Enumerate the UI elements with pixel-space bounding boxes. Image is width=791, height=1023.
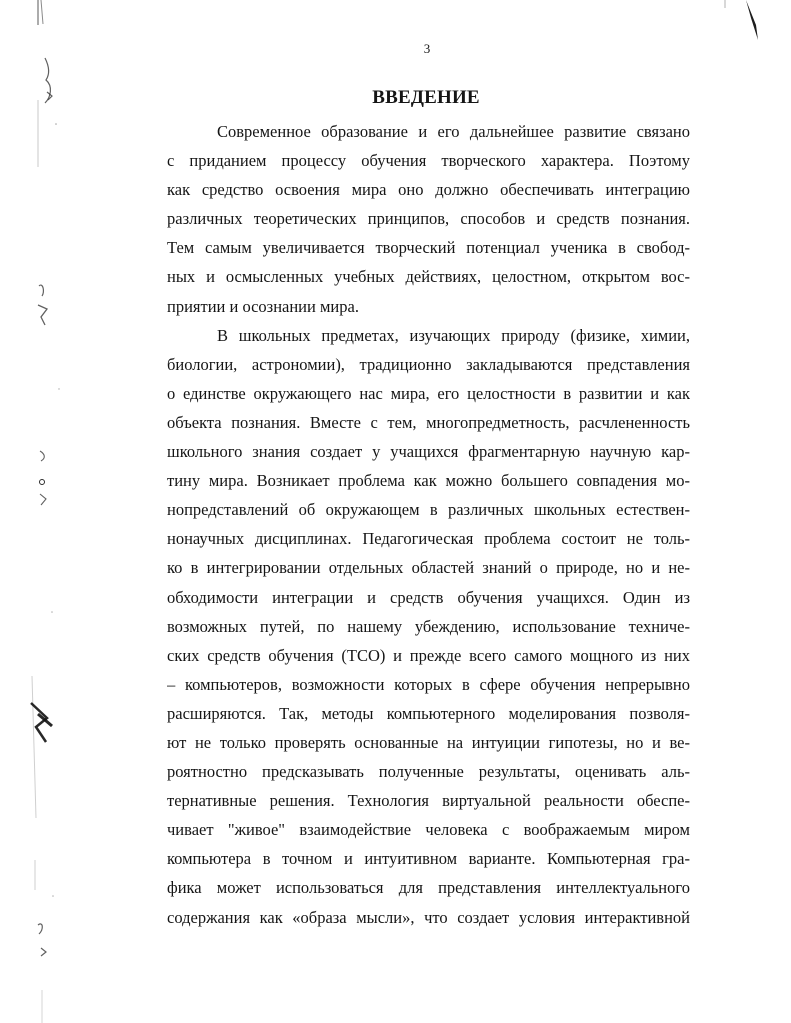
paragraph-introduction (167, 117, 690, 321)
document-body (167, 117, 690, 932)
text-line: как средство освоения мира оно должно обеспечивать интеграцию (167, 180, 690, 200)
text-line: обходимости интеграции и средств обучения учащихся. Один из (167, 587, 690, 607)
text-line: ских средств обучения (ТСО) и прежде всего самого мощного из них (167, 645, 690, 665)
text-line: тернативные решения. Технология виртуальной реальности обеспе- (167, 791, 690, 811)
text-line: о единстве окружающего нас мира, его целостности в развитии и как (167, 383, 690, 403)
text-line: тину мира. Возникает проблема как можно большего совпадения мо- (167, 471, 690, 491)
text-line: чивает "живое" взаимодействие человека с воображаемым миром (167, 820, 690, 840)
section-title: ВВЕДЕНИЕ (372, 87, 480, 108)
text-line: расширяются. Так, методы компьютерного моделирования позволя- (167, 703, 690, 723)
text-line: В школьных предметах, изучающих природу (физике, химии, (217, 325, 690, 345)
text-line: Современное образование и его дальнейшее развитие связано (217, 122, 690, 141)
margin-specks (51, 123, 60, 897)
text-line: возможных путей, по нашему убеждению, использование техниче- (167, 616, 690, 636)
text-line: содержания как «образа мысли», что создает условия интерактивной (167, 907, 690, 927)
text-line: нонаучных дисциплинах. Педагогическая проблема состоит не толь- (167, 529, 690, 549)
text-line: с приданием процессу обучения творческого характера. Поэтому (167, 151, 690, 171)
text-line: ко в интегрировании отдельных областей знаний о природе, но и не- (167, 558, 690, 578)
text-line: Тем самым увеличивается творческий потенциал ученика в свобод- (167, 238, 690, 258)
text-line: объекта познания. Вместе с тем, многопредметность, расчлененность (167, 412, 690, 432)
text-line: биологии, астрономии), традиционно закладываются представления (167, 354, 690, 374)
text-line: различных теоретических принципов, способов и средств познания. (167, 209, 690, 229)
text-line: ных и осмысленных учебных действиях, целостном, открытом вос- (167, 267, 690, 287)
text-line: компьютера в точном и интуитивном варианте. Компьютерная гра- (167, 849, 690, 869)
paragraph-natural-sciences (167, 321, 690, 932)
top-edge-marks (38, 0, 758, 40)
text-line: ют не только проверять основанные на интуиции гипотезы, но и ве- (167, 732, 690, 752)
text-line: нопредставлений об окружающем в различных школьных естествен- (167, 500, 690, 520)
text-line: школьного знания создает у учащихся фрагментарную научную кар- (167, 442, 690, 462)
text-line: роятностно предсказывать полученные результаты, оценивать аль- (167, 762, 690, 782)
text-line: фика может использоваться для представления интеллектуального (167, 878, 690, 898)
left-binding-marks (31, 58, 52, 1023)
page-number: 3 (423, 41, 431, 56)
text-line: приятии и осознании мира. (167, 296, 359, 316)
text-line: – компьютеров, возможности которых в сфере обучения непрерывно (167, 674, 690, 694)
